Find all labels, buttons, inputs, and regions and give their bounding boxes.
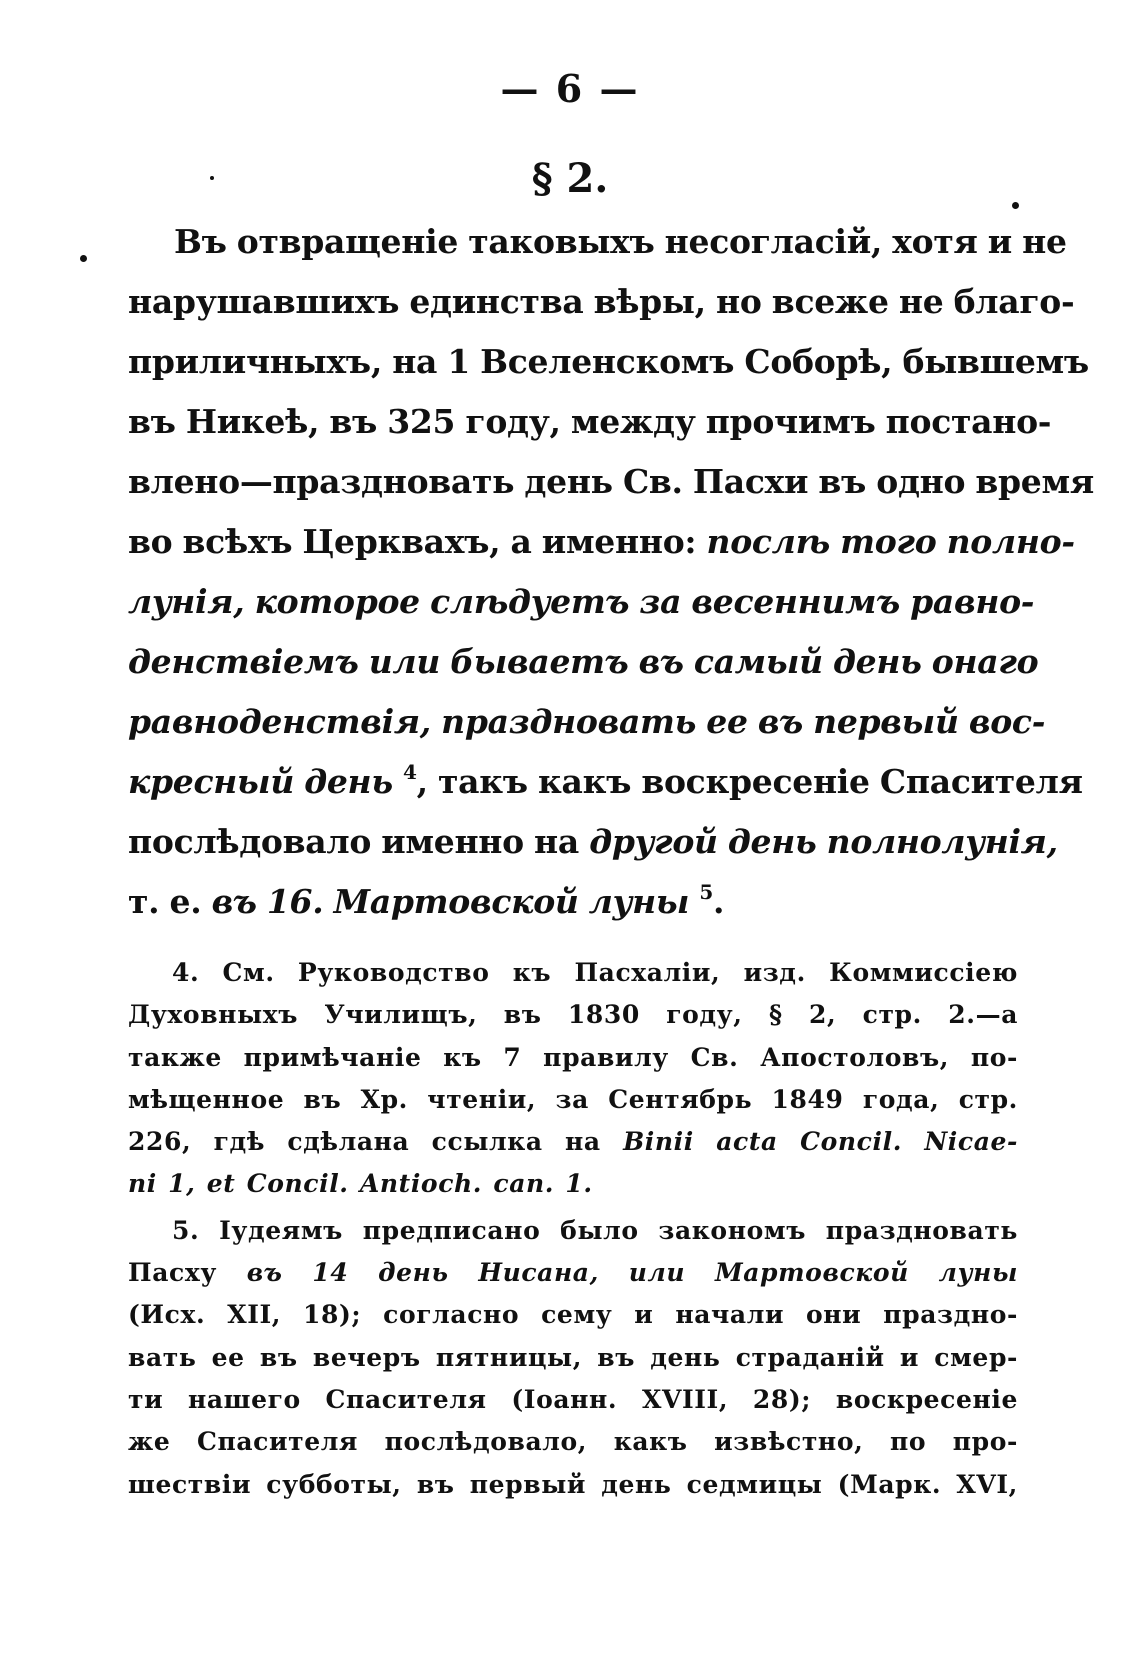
footnote-line: шествіи субботы, въ первый день седмицы (Марк. XVI,: [128, 1469, 1018, 1499]
main-line: въ Никеѣ, въ 325 году, между прочимъ постано-: [128, 402, 1052, 441]
footnote-line: ти нашего Спасителя (Іоанн. XVIII, 28); воскресеніе: [128, 1384, 1018, 1414]
speck-mark: [210, 176, 214, 180]
main-text-segment: , такъ какъ воскресеніе Спасителя: [416, 762, 1083, 801]
italic-text-segment: лунія, которое слѣдуетъ за весеннимъ равно-: [128, 582, 1035, 621]
footnote-line: [128, 1163, 1018, 1205]
footnote-text-segment: 226, гдѣ сдѣлана ссылка на: [128, 1127, 601, 1157]
main-line: [128, 632, 1039, 692]
italic-text-segment: ni 1, et Concil. Antioch. can. 1.: [128, 1169, 593, 1199]
main-line: [128, 752, 1083, 812]
main-line: влено—праздновать день Св. Пасхи въ одно время: [128, 462, 1094, 501]
footnote-line: Духовныхъ Училищъ, въ 1830 году, § 2, стр. 2.—а: [128, 1000, 1018, 1030]
italic-text-segment: въ 14 день Нисана, или Мартовской луны: [246, 1258, 1018, 1288]
footnote-text-segment: Пасху: [128, 1258, 217, 1288]
footnote-line: 4. См. Руководство къ Пасхаліи, изд. Коммиссіею: [172, 958, 1018, 987]
page-number: — 6 —: [500, 66, 640, 111]
main-text-segment: .: [712, 882, 725, 921]
footnote-line: (Исх. XII, 18); согласно сему и начали они праздно-: [128, 1300, 1018, 1330]
footnote-line: мѣщенное въ Хр. чтеніи, за Сентябрь 1849 года, стр.: [128, 1084, 1018, 1114]
main-line: нарушавшихъ единства вѣры, но всеже не благо-: [128, 282, 1075, 321]
footnotes: [128, 952, 1018, 1506]
main-text-segment: т. е.: [128, 882, 202, 921]
footnote-line: [128, 1252, 1018, 1294]
section-heading: § 2.: [531, 155, 609, 202]
italic-text-segment: Binii acta Concil. Nicae-: [623, 1127, 1019, 1157]
italic-text-segment: денствіемъ или бываетъ въ самый день онаго: [128, 642, 1039, 681]
main-line: [128, 812, 1058, 872]
footnote-line: же Спасителя послѣдовало, какъ извѣстно, по про-: [128, 1427, 1018, 1457]
main-text-segment: во всѣхъ Церквахъ, а именно:: [128, 522, 697, 561]
main-line: приличныхъ, на 1 Вселенскомъ Соборѣ, бывшемъ: [128, 342, 1089, 381]
main-line: [128, 512, 1075, 572]
italic-text-segment: равноденствія, праздновать ее въ первый вос-: [128, 702, 1046, 741]
italic-text-segment: другой день полнолунія,: [589, 822, 1058, 861]
footnote-ref-5: 5: [699, 880, 713, 904]
main-paragraph: [128, 212, 1094, 932]
footnote-ref-4: 4: [403, 760, 417, 784]
italic-text-segment: кресный день: [128, 762, 393, 801]
main-line: [128, 872, 1018, 932]
italic-text-segment: Мартовской луны: [333, 882, 690, 921]
footnote-line: вать ее въ вечеръ пятницы, въ день страданій и смер-: [128, 1342, 1018, 1372]
footnote-line: [128, 1121, 1018, 1163]
footnote-line: также примѣчаніе къ 7 правилу Св. Апостоловъ, по-: [128, 1042, 1018, 1072]
main-line: Въ отвращеніе таковыхъ несогласій, хотя и не: [174, 222, 1067, 261]
main-line: [128, 572, 1035, 632]
footnote-line: 5. Іудеямъ предписано было закономъ праздновать: [172, 1215, 1018, 1245]
italic-text-segment: въ 16.: [211, 882, 324, 921]
main-text-segment: послѣдовало именно на: [128, 822, 579, 861]
main-line: [128, 692, 1046, 752]
speck-mark: [80, 255, 87, 262]
speck-mark: [1012, 202, 1019, 209]
italic-text-segment: послѣ того полно-: [706, 522, 1075, 561]
